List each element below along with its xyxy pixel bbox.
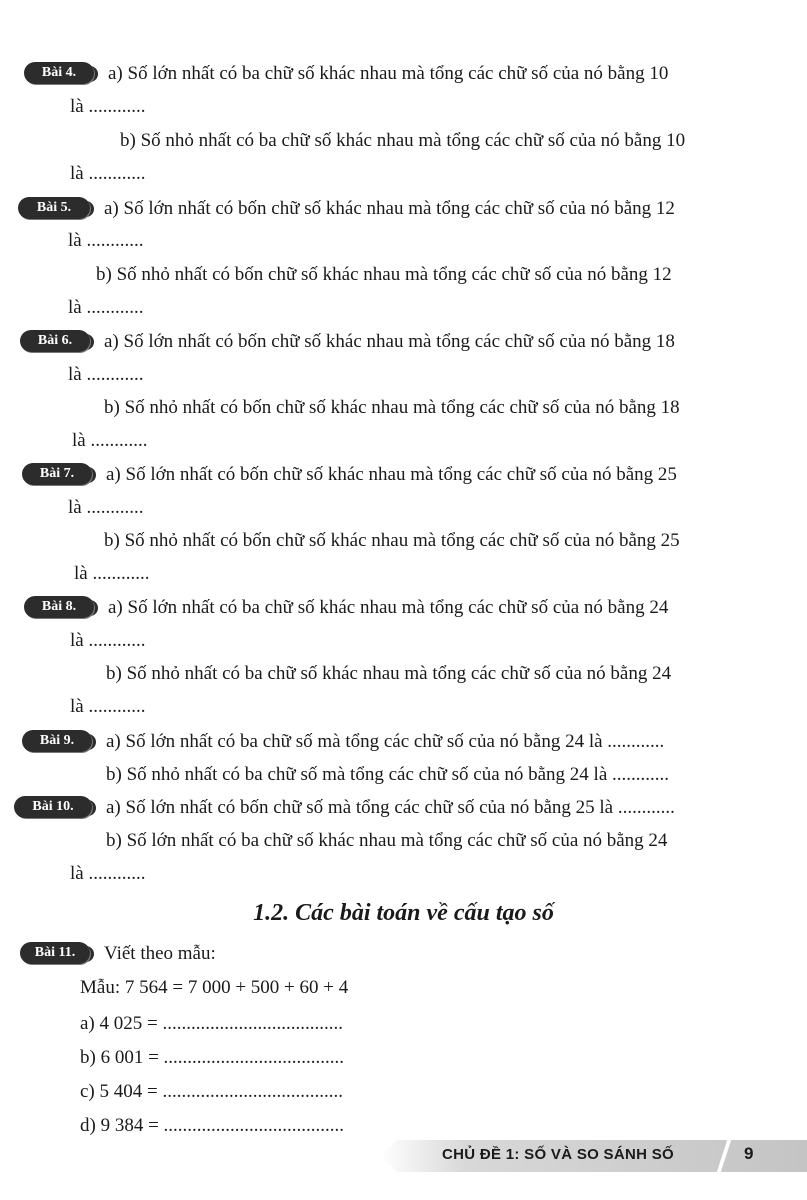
exercise-text: b) Số nhỏ nhất có ba chữ số mà tổng các chữ số của nó bằng 24 là ............ bbox=[106, 764, 670, 785]
answer-line: là ............ bbox=[70, 96, 146, 117]
exercise-badge: Bài 5. bbox=[18, 197, 90, 219]
exercise-text: a) Số lớn nhất có bốn chữ số khác nhau mà tổng các chữ số của nó bằng 12 bbox=[104, 198, 675, 219]
footer-chapter-title: CHỦ ĐỀ 1: SỐ VÀ SO SÁNH SỐ bbox=[442, 1146, 675, 1163]
fill-in-item: b) 6 001 = ...................................... bbox=[80, 1047, 345, 1068]
fill-in-item: c) 5 404 = ...................................... bbox=[80, 1081, 343, 1102]
exercise-badge: Bài 11. bbox=[20, 942, 90, 964]
exercise-text: b) Số lớn nhất có ba chữ số khác nhau mà tổng các chữ số của nó bằng 24 bbox=[106, 830, 668, 851]
exercise-instruction: Viết theo mẫu: bbox=[104, 943, 216, 964]
exercise-text: b) Số nhỏ nhất có bốn chữ số khác nhau mà tổng các chữ số của nó bằng 25 bbox=[104, 530, 680, 551]
exercise-badge: Bài 4. bbox=[24, 62, 94, 84]
answer-line: là ............ bbox=[74, 563, 150, 584]
exercise-badge: Bài 9. bbox=[22, 730, 92, 752]
page-number: 9 bbox=[744, 1144, 754, 1163]
example-line: Mẫu: 7 564 = 7 000 + 500 + 60 + 4 bbox=[80, 977, 349, 998]
answer-line: là ............ bbox=[70, 696, 146, 717]
exercise-text: b) Số nhỏ nhất có ba chữ số khác nhau mà tổng các chữ số của nó bằng 10 bbox=[120, 130, 686, 151]
exercise-text: a) Số lớn nhất có bốn chữ số khác nhau mà tổng các chữ số của nó bằng 18 bbox=[104, 331, 675, 352]
answer-line: là ............ bbox=[70, 863, 146, 884]
exercise-text: a) Số lớn nhất có bốn chữ số khác nhau mà tổng các chữ số của nó bằng 25 bbox=[106, 464, 677, 485]
exercise-badge: Bài 8. bbox=[24, 596, 94, 618]
exercise-text: b) Số nhỏ nhất có ba chữ số khác nhau mà tổng các chữ số của nó bằng 24 bbox=[106, 663, 672, 684]
answer-line: là ............ bbox=[68, 297, 144, 318]
exercise-badge: Bài 10. bbox=[14, 796, 92, 818]
fill-in-item: a) 4 025 = ...................................... bbox=[80, 1013, 343, 1034]
answer-line: là ............ bbox=[68, 230, 144, 251]
exercise-text: b) Số nhỏ nhất có bốn chữ số khác nhau mà tổng các chữ số của nó bằng 18 bbox=[104, 397, 680, 418]
section-heading: 1.2. Các bài toán về cấu tạo số bbox=[253, 900, 554, 926]
exercise-text: a) Số lớn nhất có ba chữ số khác nhau mà tổng các chữ số của nó bằng 10 bbox=[108, 63, 669, 84]
exercise-text: a) Số lớn nhất có bốn chữ số mà tổng các chữ số của nó bằng 25 là ............ bbox=[106, 797, 675, 818]
exercise-text: b) Số nhỏ nhất có bốn chữ số khác nhau mà tổng các chữ số của nó bằng 12 bbox=[96, 264, 672, 285]
answer-line: là ............ bbox=[72, 430, 148, 451]
exercise-text: a) Số lớn nhất có ba chữ số mà tổng các chữ số của nó bằng 24 là ............ bbox=[106, 731, 665, 752]
answer-line: là ............ bbox=[70, 163, 146, 184]
answer-line: là ............ bbox=[68, 497, 144, 518]
exercise-text: a) Số lớn nhất có ba chữ số khác nhau mà tổng các chữ số của nó bằng 24 bbox=[108, 597, 669, 618]
exercise-badge: Bài 6. bbox=[20, 330, 90, 352]
exercise-badge: Bài 7. bbox=[22, 463, 92, 485]
answer-line: là ............ bbox=[68, 364, 144, 385]
answer-line: là ............ bbox=[70, 630, 146, 651]
fill-in-item: d) 9 384 = ...................................... bbox=[80, 1115, 345, 1136]
